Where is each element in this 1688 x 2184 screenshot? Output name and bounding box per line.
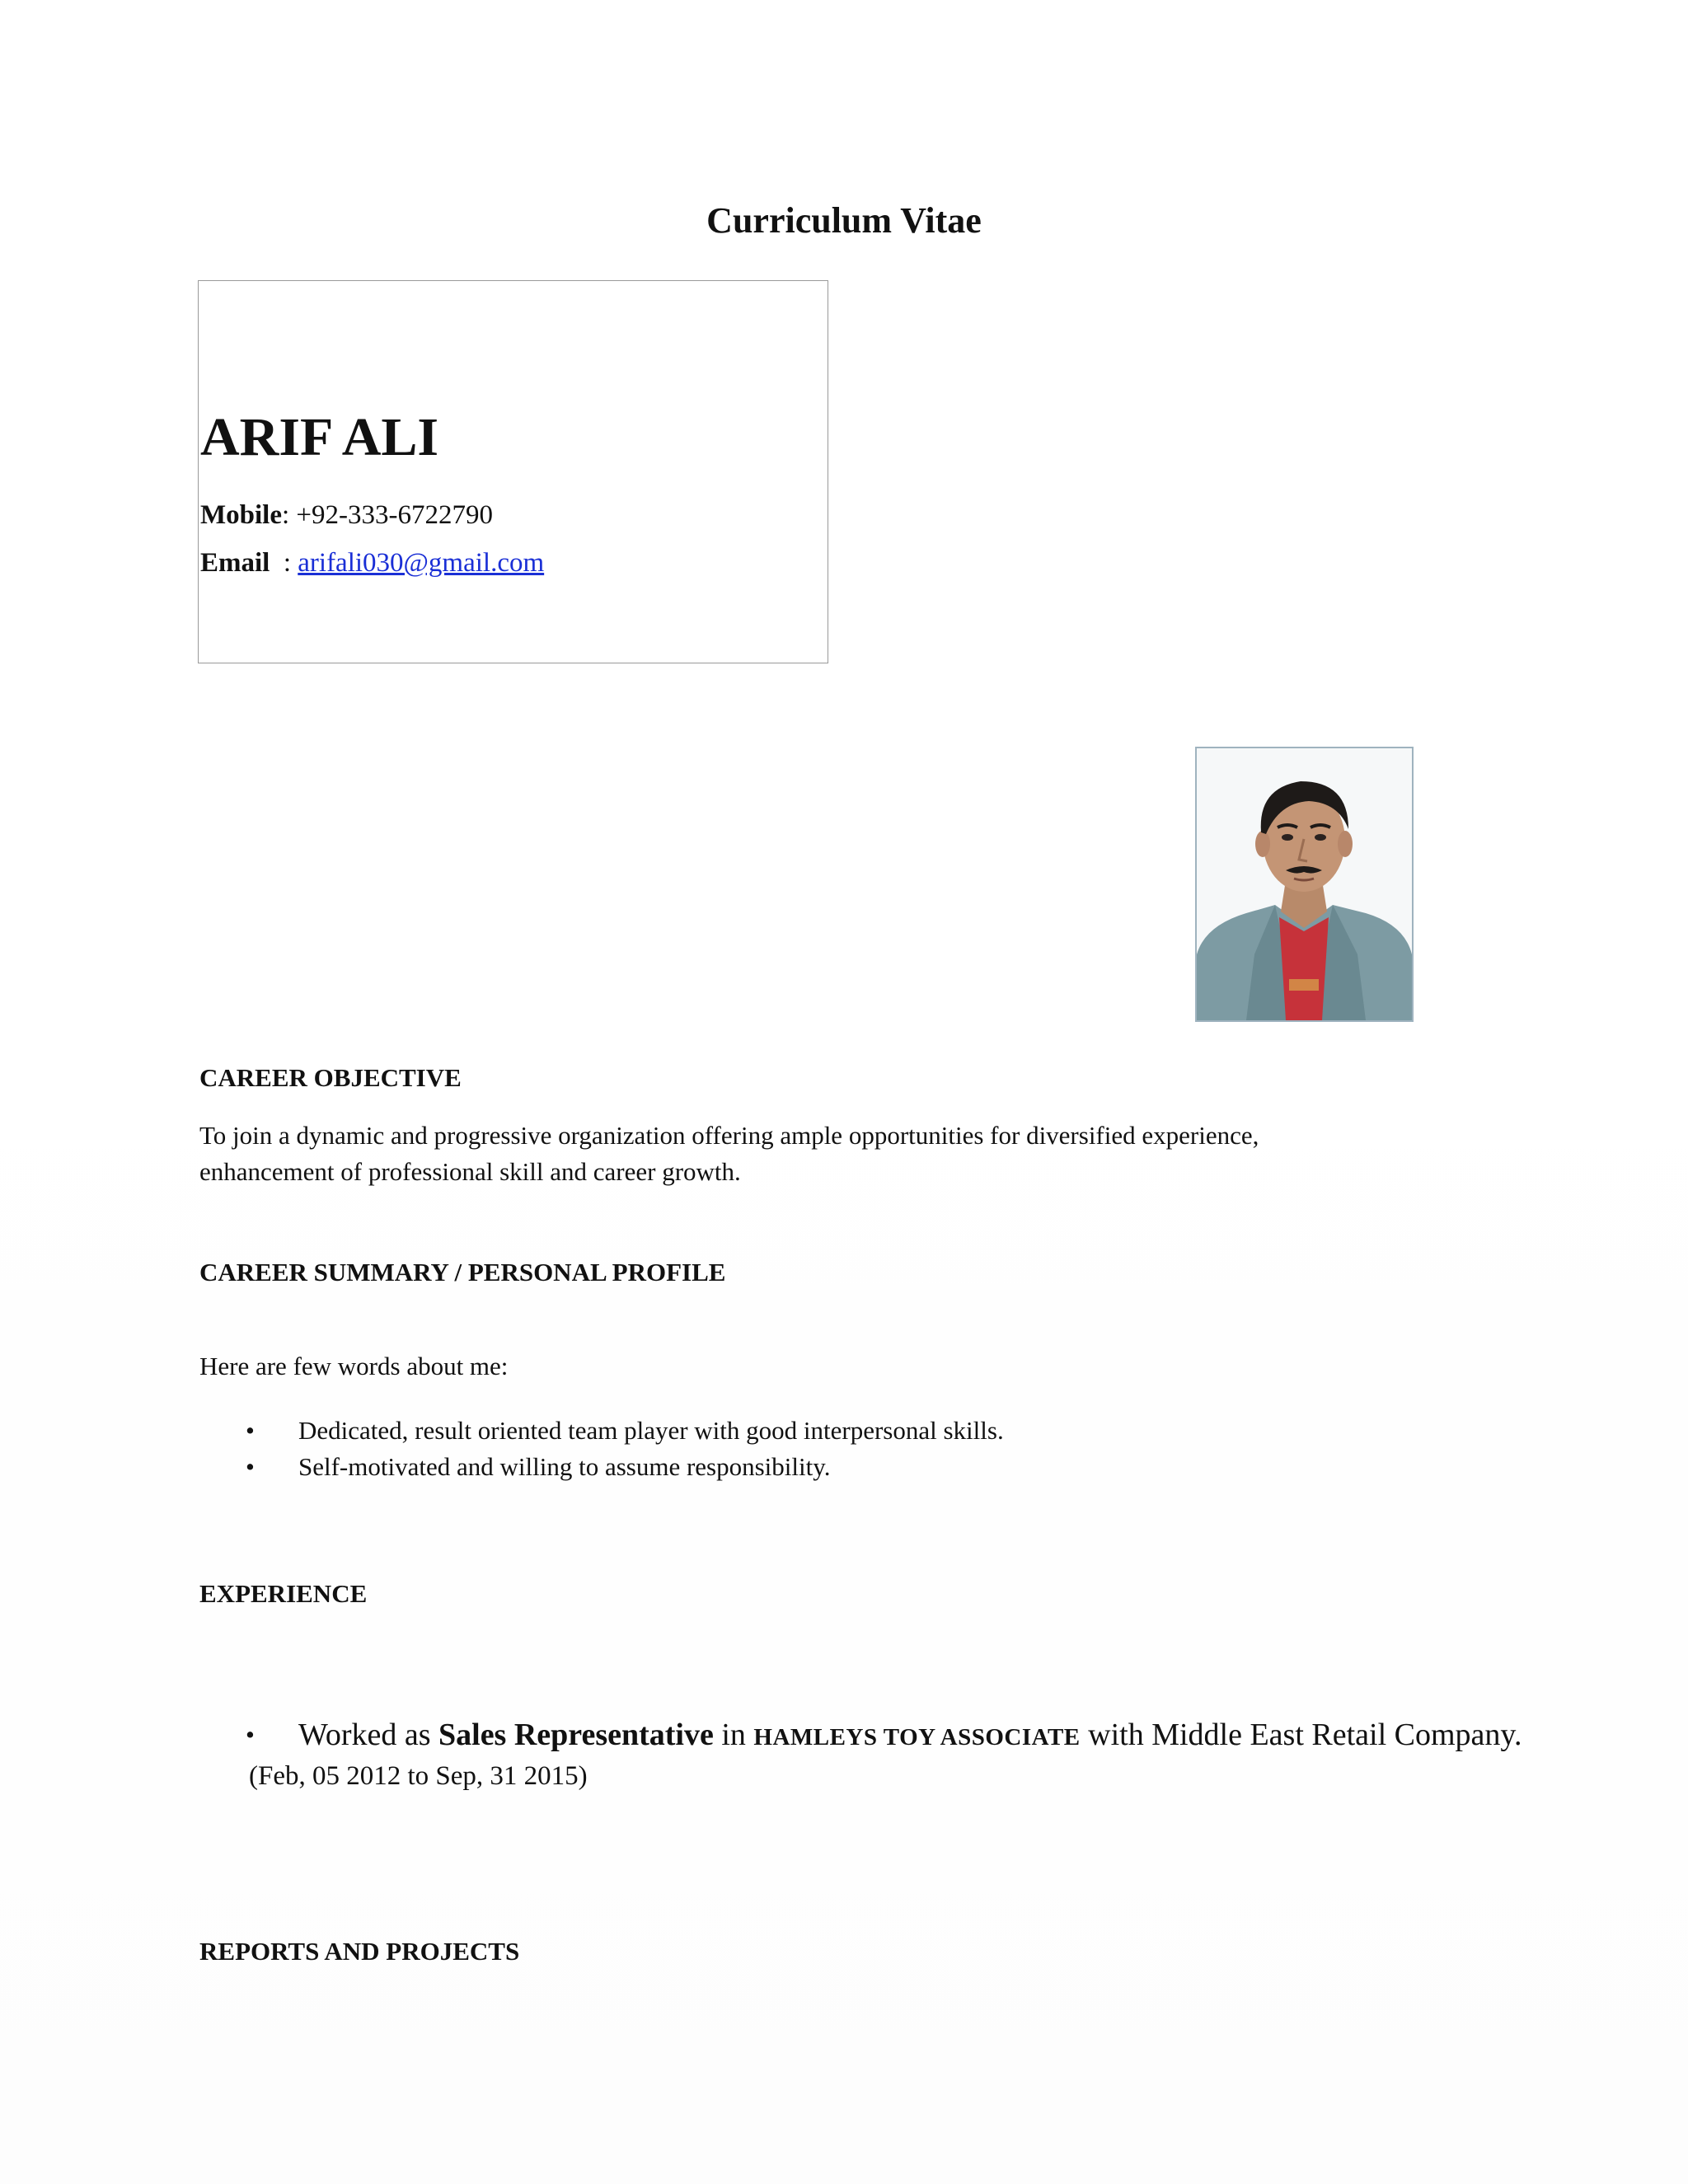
experience-text xyxy=(298,1716,1535,1756)
document-title: Curriculum Vitae xyxy=(706,200,982,241)
bullet-icon: • xyxy=(246,1720,255,1749)
career-objective-line-1: To join a dynamic and progressive organization offering ample opportunities for diversified experience, xyxy=(199,1121,1259,1150)
email-line xyxy=(200,546,544,579)
experience-mid: in xyxy=(713,1718,754,1752)
list-item-text: Dedicated, result oriented team player with good interpersonal skills. xyxy=(298,1416,1004,1445)
bullet-icon: • xyxy=(246,1452,255,1481)
career-summary-intro: Here are few words about me: xyxy=(199,1352,509,1380)
email-separator: : xyxy=(270,548,298,578)
experience-item xyxy=(199,1716,1535,1794)
list-item xyxy=(199,1449,1518,1485)
list-item-text: Self-motivated and willing to assume responsibility. xyxy=(298,1452,831,1481)
experience-heading: EXPERIENCE xyxy=(199,1579,368,1608)
list-item xyxy=(199,1413,1518,1449)
contact-box xyxy=(198,280,828,663)
email-link[interactable]: arifali030@gmail.com xyxy=(298,548,545,578)
career-objective-heading: CAREER OBJECTIVE xyxy=(199,1063,462,1092)
mobile-label: Mobile xyxy=(200,500,282,530)
experience-company: HAMLEYS TOY ASSOCIATE xyxy=(753,1724,1081,1750)
experience-bullet-row xyxy=(199,1716,1535,1756)
reports-heading: REPORTS AND PROJECTS xyxy=(199,1937,520,1966)
experience-suffix: with Middle East Retail Company. xyxy=(1080,1718,1522,1752)
bullet-icon: • xyxy=(246,1416,255,1445)
profile-photo-icon xyxy=(1197,748,1412,1020)
mobile-line xyxy=(200,499,493,532)
experience-role: Sales Representative xyxy=(438,1718,714,1752)
experience-prefix: Worked as xyxy=(298,1718,438,1752)
career-objective-line-2: enhancement of professional skill and career growth. xyxy=(199,1157,741,1186)
email-label: Email xyxy=(200,548,270,578)
career-summary-heading: CAREER SUMMARY / PERSONAL PROFILE xyxy=(199,1258,726,1286)
candidate-name: ARIF ALI xyxy=(200,407,439,467)
mobile-number: +92-333-6722790 xyxy=(296,500,493,530)
mobile-separator: : xyxy=(281,500,297,530)
experience-dates: (Feb, 05 2012 to Sep, 31 2015) xyxy=(249,1761,588,1791)
career-summary-list xyxy=(199,1413,1518,1485)
profile-photo xyxy=(1195,747,1414,1022)
